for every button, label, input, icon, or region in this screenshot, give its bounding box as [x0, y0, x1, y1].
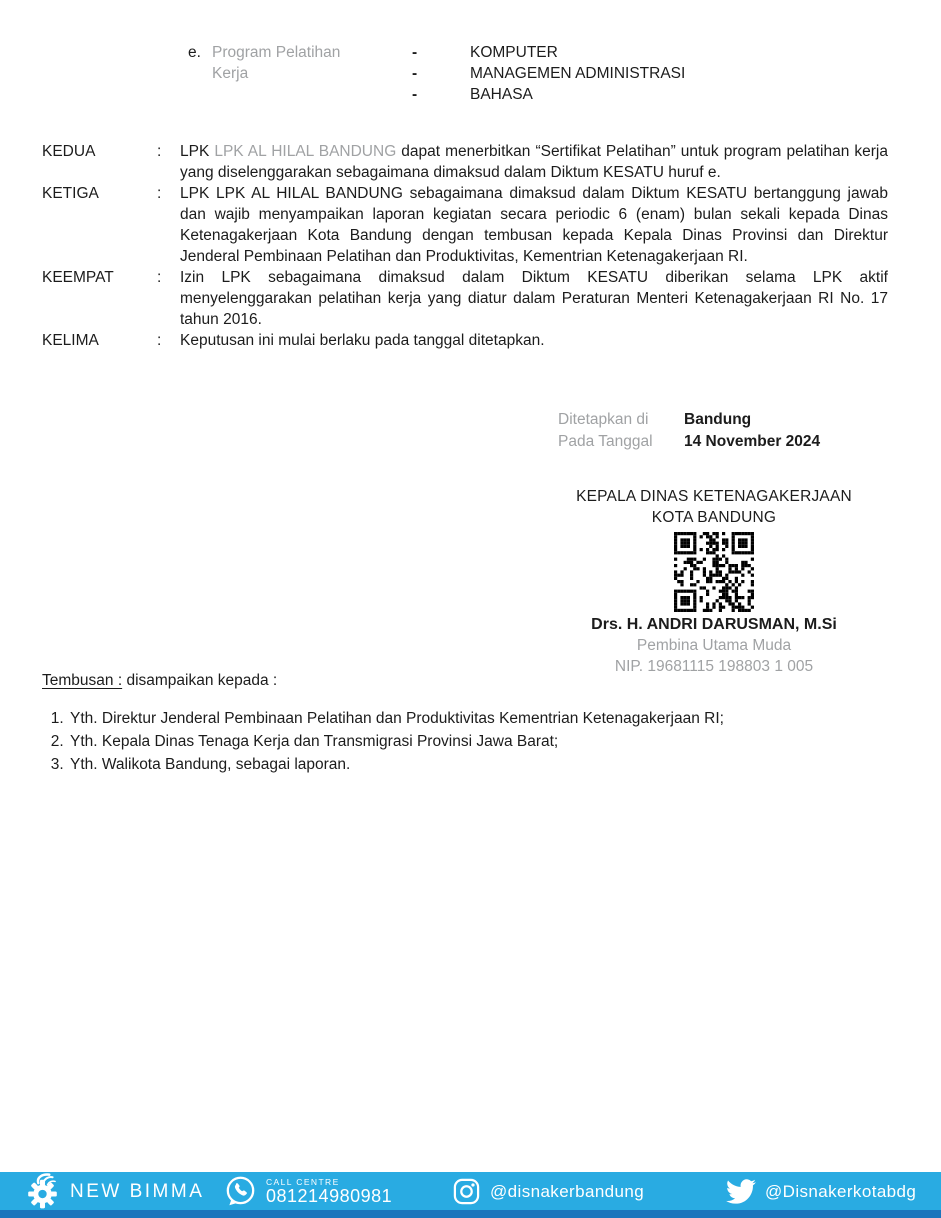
signatory-office-line2: KOTA BANDUNG: [651, 509, 777, 526]
footer-brand: [24, 1172, 204, 1210]
dictum-text: LPK LPK AL HILAL BANDUNG sebagaimana dimaksud dalam Diktum KESATU bertanggung jawab dan wajib menyampaikan laporan kegiatan secara periodic 6 (enam) bulan sekali kepada Dinas Ketenagakerjaan Kota Bandung dengan tembusan kepada Kepala Dinas Provinsi dan Direktur Jenderal Pembinaan Pelatihan dan Produktivitas, Kementrian Ketenagakerjaan RI.: [180, 185, 888, 265]
tembusan-heading: [42, 670, 892, 692]
instagram-icon: [452, 1177, 481, 1206]
program-item-label: BAHASA: [470, 86, 533, 103]
date-label: Pada Tanggal: [558, 432, 653, 450]
signatory-rank: Pembina Utama Muda: [636, 637, 792, 654]
dictum-text: Keputusan ini mulai berlaku pada tanggal ditetapkan.: [180, 332, 545, 349]
signature-block: [540, 486, 888, 677]
dash-bullet: -: [412, 65, 418, 82]
tembusan-list: [42, 707, 892, 776]
place-value: Bandung: [684, 411, 752, 428]
footer-brand-label: NEW BIMMA: [70, 1180, 205, 1202]
program-label: Program Pelatihan Kerja: [212, 44, 341, 82]
dictum-keempat: [42, 267, 888, 330]
footer-bar: [0, 1172, 941, 1210]
dictum-colon: :: [157, 269, 162, 286]
program-items: [412, 42, 685, 105]
dictum-kedua: [42, 141, 888, 183]
lpk-name-highlight: LPK AL HILAL BANDUNG: [214, 143, 397, 160]
dash-bullet: -: [412, 44, 418, 61]
whatsapp-icon: [224, 1175, 257, 1208]
signatory-nip: NIP. 19681115 198803 1 005: [614, 658, 814, 675]
date-value: 14 November 2024: [684, 432, 821, 450]
footer-twitter: [726, 1172, 916, 1210]
dictum-label: KELIMA: [42, 332, 99, 349]
program-item: [412, 42, 685, 63]
dictum-text-post: dapat menerbitkan “Sertifikat Pelatihan” untuk program pelatihan kerja yang diselenggarakan sebagaimana dimaksud dalam Diktum KESATU huruf e.: [180, 143, 888, 181]
dictum-text: Izin LPK sebagaimana dimaksud dalam Diktum KESATU diberikan selama LPK aktif menyelenggarakan pelatihan kerja yang diatur dalam Peraturan Menteri Ketenagakerjaan RI No. 17 tahun 2016.: [180, 269, 888, 328]
twitter-handle: @Disnakerkotabdg: [765, 1181, 917, 1201]
program-letter: e.: [188, 44, 201, 61]
call-centre-label: CALL CENTRE: [266, 1176, 340, 1187]
signatory-office-line1: KEPALA DINAS KETENAGAKERJAAN: [576, 488, 852, 505]
footer-instagram: [452, 1172, 644, 1210]
place-label: Ditetapkan di: [558, 411, 649, 428]
program-item: [412, 63, 685, 84]
enactment-place-row: [558, 409, 820, 431]
program-item-label: MANAGEMEN ADMINISTRASI: [470, 65, 686, 82]
call-centre-text: [266, 1177, 392, 1206]
dictum-colon: :: [157, 143, 162, 160]
dictum-colon: :: [157, 185, 162, 202]
dictum-label: KETIGA: [42, 185, 99, 202]
call-centre-number: 081214980981: [266, 1185, 393, 1206]
program-item: [412, 84, 685, 105]
dictum-text-pre: LPK: [180, 143, 215, 160]
dictum-kelima: [42, 330, 888, 351]
tembusan-item: 3. Yth. Walikota Bandung, sebagai laporan.: [68, 753, 892, 776]
gear-swoosh-icon: [24, 1173, 61, 1210]
dictum-clauses: [42, 141, 888, 351]
dictum-label: KEEMPAT: [42, 269, 114, 286]
instagram-handle: @disnakerbandung: [490, 1181, 645, 1201]
tembusan-item: 1. Yth. Direktur Jenderal Pembinaan Pelatihan dan Produktivitas Kementrian Ketenagakerjaan RI;: [68, 707, 892, 730]
qr-code: [673, 532, 755, 612]
program-item-label: KOMPUTER: [470, 44, 558, 61]
dash-bullet: -: [412, 86, 418, 103]
dictum-colon: :: [157, 332, 162, 349]
tembusan-item: 2. Yth. Kepala Dinas Tenaga Kerja dan Transmigrasi Provinsi Jawa Barat;: [68, 730, 892, 753]
dictum-ketiga: [42, 183, 888, 267]
twitter-icon: [726, 1179, 756, 1204]
tembusan-heading-rest: disampaikan kepada :: [122, 672, 278, 689]
tembusan-section: [42, 670, 892, 776]
signatory-name: Drs. H. ANDRI DARUSMAN, M.Si: [591, 616, 837, 633]
dictum-text: [180, 141, 888, 183]
footer-call-centre: [224, 1172, 392, 1210]
footer-accent-strip: [0, 1210, 941, 1218]
dictum-label: KEDUA: [42, 143, 96, 160]
enactment-block: [558, 409, 820, 452]
tembusan-label: Tembusan :: [42, 672, 123, 689]
enactment-date-row: [558, 431, 820, 453]
program-pelatihan-row: [188, 42, 685, 105]
